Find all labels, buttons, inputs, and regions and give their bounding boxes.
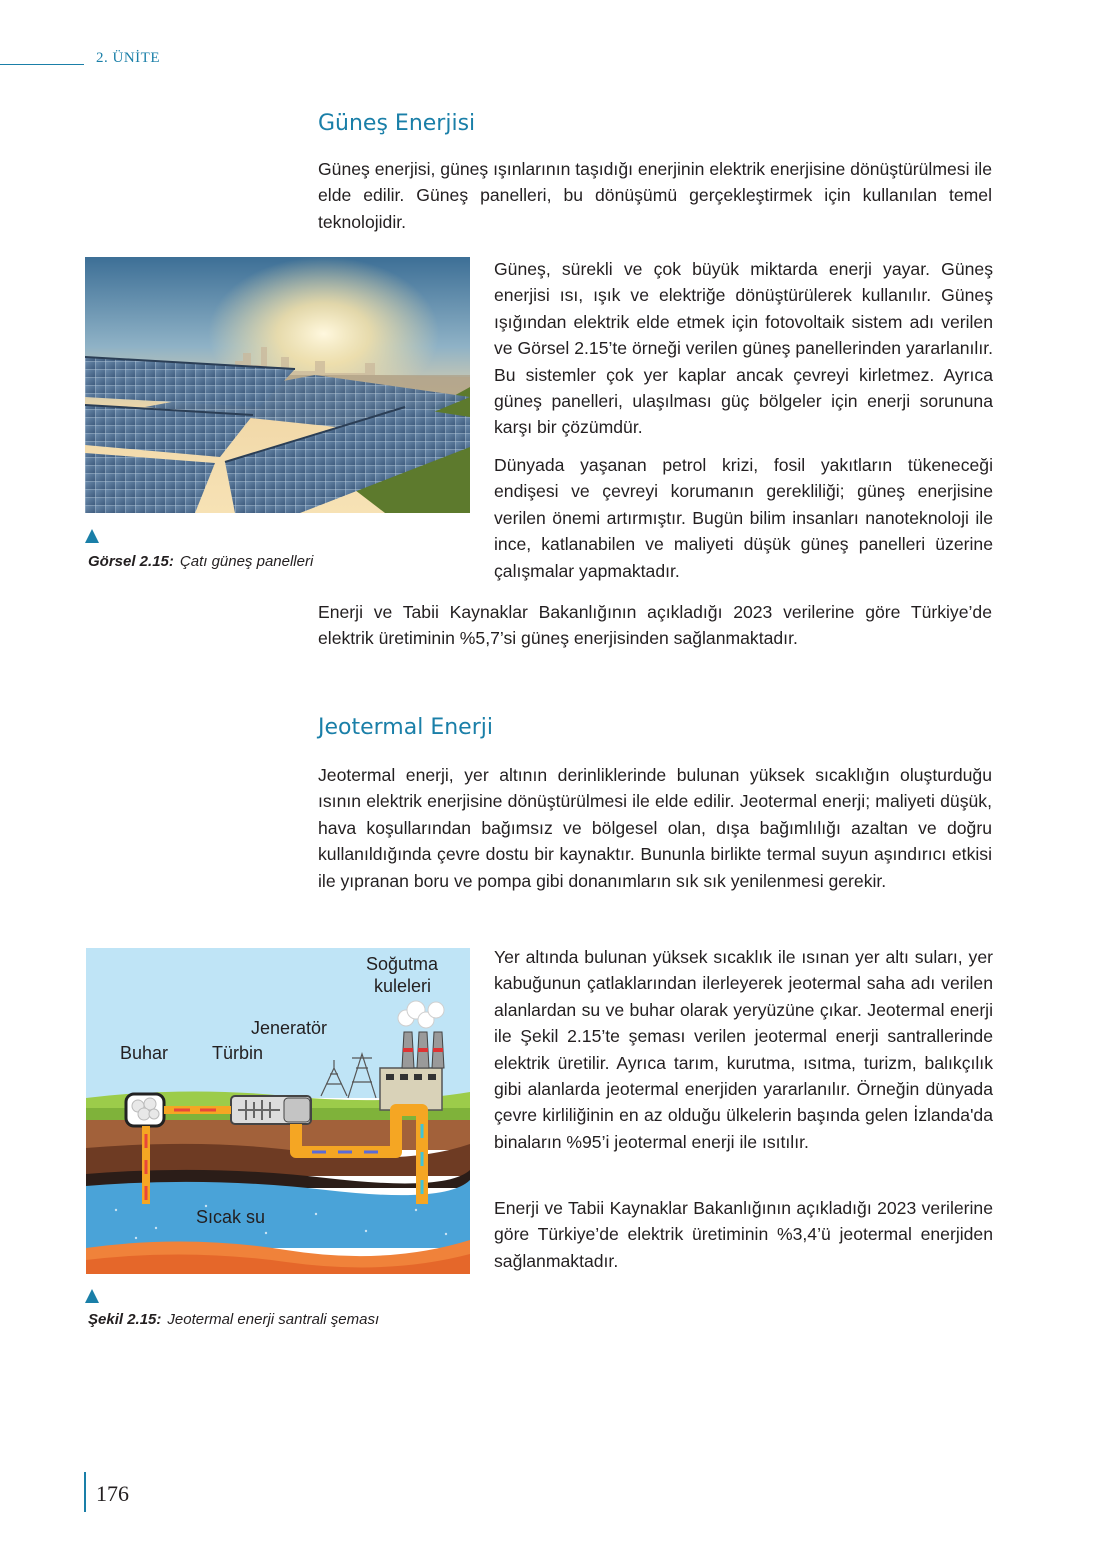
caption-triangle-icon: [85, 1289, 99, 1303]
geo-paragraph-2: Enerji ve Tabii Kaynaklar Bakanlığının açıkladığı 2023 verilerine göre Türkiye’de elektrik üretiminin %3,4’ü jeotermal enerjiden sağlanmaktadır.: [494, 1198, 993, 1271]
solar-panels-illustration: [85, 257, 470, 513]
diagram-label-cooling-towers-line1: Soğutma: [366, 954, 439, 974]
solar-caption-label: Görsel 2.15:: [88, 553, 174, 570]
geothermal-plant-diagram: [86, 948, 470, 1274]
diagram-label-turbine: Türbin: [212, 1043, 264, 1063]
solar-paragraph-1: Güneş, sürekli ve çok büyük miktarda enerji yayar. Güneş enerjisi ısı, ışık ve elektriğe dönüştürülerek kullanılır. Güneş ışığından elektrik elde etmek için fotovoltaik sistem adı verilen ve Görsel 2.15’te örneği verilen güneş panellerinden yararlanılır. Bu sistemler çok yer kaplar ancak çevreyi kirletmez. Ayrıca güneş panelleri, ulaşılması güç bölgeler için enerji sorununa karşı bir çözümdür.: [494, 259, 993, 438]
geo-intro-paragraph: Jeotermal enerji, yer altının derinliklerinde bulunan yüksek sıcaklığın oluşturduğu ısının elektrik enerjisine dönüştürülmesi ile elde edilir. Jeotermal enerji; maliyeti düşük, hava koşullarından bağımsız ve bölgesel olan, dışa bağımlılığı azaltan ve doğru kullanıldığında çevre dostu bir kaynaktır. Bununla birlikte termal suyun aşındırıcı etkisi ile yıpranan boru ve pompa gibi donanımların sık sık yenilenmesi gerekir.: [318, 765, 992, 891]
solar-figure-caption: [88, 553, 313, 570]
solar-caption-text: Çatı güneş panelleri: [179, 553, 314, 570]
diagram-label-generator: Jeneratör: [251, 1018, 328, 1038]
page-number-rule: [84, 1472, 86, 1512]
geo-caption-label: Şekil 2.15:: [88, 1311, 162, 1328]
geo-section-title: Jeotermal Enerji: [318, 715, 493, 740]
geothermal-diagram-illustration: [86, 948, 470, 1274]
unit-header-rule: [0, 64, 84, 65]
diagram-label-hot-water: Sıcak su: [196, 1207, 266, 1227]
geo-caption-text: Jeotermal enerji santrali şeması: [167, 1311, 380, 1328]
diagram-label-steam: Buhar: [120, 1043, 169, 1063]
solar-paragraph-3: Enerji ve Tabii Kaynaklar Bakanlığının açıkladığı 2023 verilerine göre Türkiye’de elektrik üretiminin %5,7’si güneş enerjisinden sağlanmaktadır.: [318, 602, 992, 649]
solar-section-title: Güneş Enerjisi: [318, 111, 476, 136]
caption-triangle-icon: [85, 529, 99, 543]
geo-paragraph-1: Yer altında bulunan yüksek sıcaklık ile ısınan yer altı suları, yer kabuğunun çatlaklarından ilerleyerek jeotermal saha adı verilen alanlardan su ve buhar olarak yeryüzüne çıkar. Jeotermal enerji ile Şekil 2.15’te şeması verilen jeotermal enerji santrallerinde elektrik üretilir. Ayrıca tarım, kurutma, ısıtma, turizm, balıkçılık gibi alanlarda jeotermal enerjiden yararlanılır. Örneğin dünyada çevre kirliliğinin en az olduğu ülkelerin başında gelen İzlanda'da binaların %95’i jeotermal enerji ile ısıtılır.: [494, 947, 993, 1152]
solar-paragraph-2: Dünyada yaşanan petrol krizi, fosil yakıtların tükeneceği endişesi ve çevreyi korumanın gerekliliği; güneş enerjisine verilen önemi artırmıştır. Bugün bilim insanları nanoteknoloji ile ince, katlanabilen ve maliyeti düşük güneş panelleri üzerine çalışmalar yapmaktadır.: [494, 455, 993, 581]
unit-label: 2. ÜNİTE: [96, 50, 160, 66]
diagram-label-cooling-towers-line2: kuleleri: [374, 976, 432, 996]
page-number: 176: [96, 1481, 129, 1506]
geo-figure-caption: [88, 1311, 379, 1328]
solar-intro-paragraph: Güneş enerjisi, güneş ışınlarının taşıdığı enerjinin elektrik enerjisine dönüştürülmesi ile elde edilir. Güneş panelleri, bu dönüşümü gerçekleştirmek için kullanılan temel teknolojidir.: [318, 159, 992, 232]
solar-panels-photo: [85, 257, 470, 513]
